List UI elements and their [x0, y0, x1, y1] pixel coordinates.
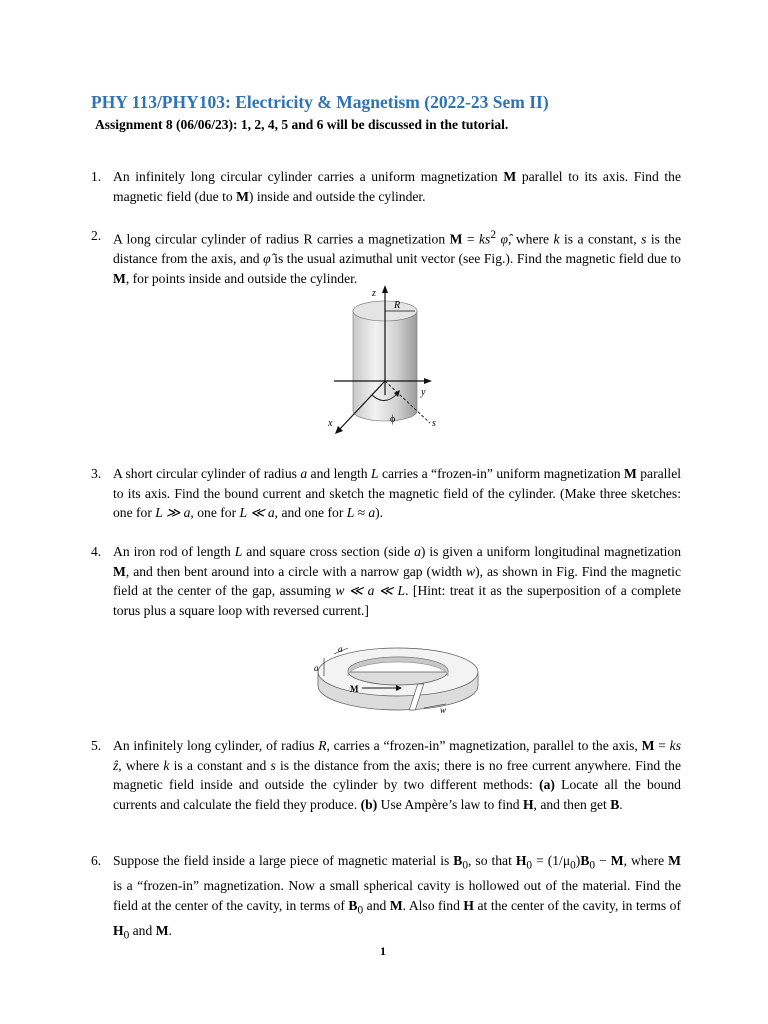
question-3: [91, 464, 681, 523]
question-5: [91, 736, 681, 814]
page-title: PHY 113/PHY103: Electricity & Magnetism (2022-23 Sem II): [91, 92, 549, 112]
question-number: 3.: [91, 466, 102, 481]
question-2: [91, 226, 681, 288]
w-label: w: [440, 705, 447, 715]
question-text: An infinitely long circular cylinder carries a uniform magnetization M parallel to its axis. Find the magnetic field (due to M) inside and outside the cylinder.: [113, 169, 681, 204]
question-number: 4.: [91, 544, 102, 559]
M-label: M: [350, 684, 359, 694]
R-label: R: [394, 300, 401, 311]
question-6: [91, 851, 681, 946]
z-arrow: [382, 285, 388, 293]
question-number: 5.: [91, 738, 102, 753]
question-text: A long circular cylinder of radius R carries a magnetization $M = ks^2$ φ̂, where k is a constant, s is the distance from the axis, and φ̂ is the usual azimuthal unit vector (see Fig.). Find the magnetic field due to M, for points inside and outside the cylinder.: [113, 229, 681, 286]
phi-label: ϕ: [390, 414, 396, 425]
question-text: An iron rod of length L and square cross section (side a) is given a uniform longitudinal magnetization M, and then bent around into a circle with a narrow gap (width w), as shown in Fig. Find the magnetic field at the center of the gap, assuming w ≪ a ≪ L. [Hint: treat it as the superposition of a complete torus plus a square loop with reversed current.]: [113, 544, 682, 618]
cylinder-figure: [320, 283, 450, 443]
question-1: [91, 167, 681, 206]
question-text: An infinitely long cylinder, of radius R, carries a “frozen-in” magnetization, parallel to the axis, M = ks ẑ, where k is a constant and s is the distance from the axis; there is no free current anywhere. Find the magnetic field inside and outside the cylinder by two different methods: (a) Locate all the bound currents and calculate the field they produce. (b) Use Ampère’s law to find H, and then get B.: [113, 738, 681, 812]
question-number: 1.: [91, 169, 102, 184]
question-text: A short circular cylinder of radius a and length L carries a “frozen-in” uniform magnetization M parallel to its axis. Find the bound current and sketch the magnetic field of the cylinder. (Make three sketches: one for L ≫ a, one for L ≪ a, and one for L ≈ a).: [113, 466, 682, 520]
page-number: 1: [380, 944, 386, 958]
x-label: x: [328, 418, 333, 429]
s-label: s: [432, 418, 436, 429]
a-label-left: a: [314, 663, 319, 673]
z-label: z: [372, 288, 376, 299]
question-number: 2.: [91, 228, 102, 243]
question-text: Suppose the field inside a large piece of magnetic material is $B_0$, so that $H_0 = (1/\mu_0)B_0 - M$, where M is a “frozen-in” magnetization. Now a small spherical cavity is hollowed out of the material. Find the field at the center of the cavity, in terms of $B_0$ and M. Also find H at the center of the cavity, in terms of $H_0$ and M.: [113, 853, 681, 942]
question-number: 6.: [91, 853, 102, 868]
y-arrow: [424, 378, 432, 384]
y-label: y: [421, 387, 426, 398]
question-4: [91, 542, 681, 620]
a-label-top: a: [338, 644, 343, 654]
torus-gap-figure: [312, 640, 492, 720]
assignment-subtitle: Assignment 8 (06/06/23): 1, 2, 4, 5 and 6 will be discussed in the tutorial.: [95, 117, 509, 132]
